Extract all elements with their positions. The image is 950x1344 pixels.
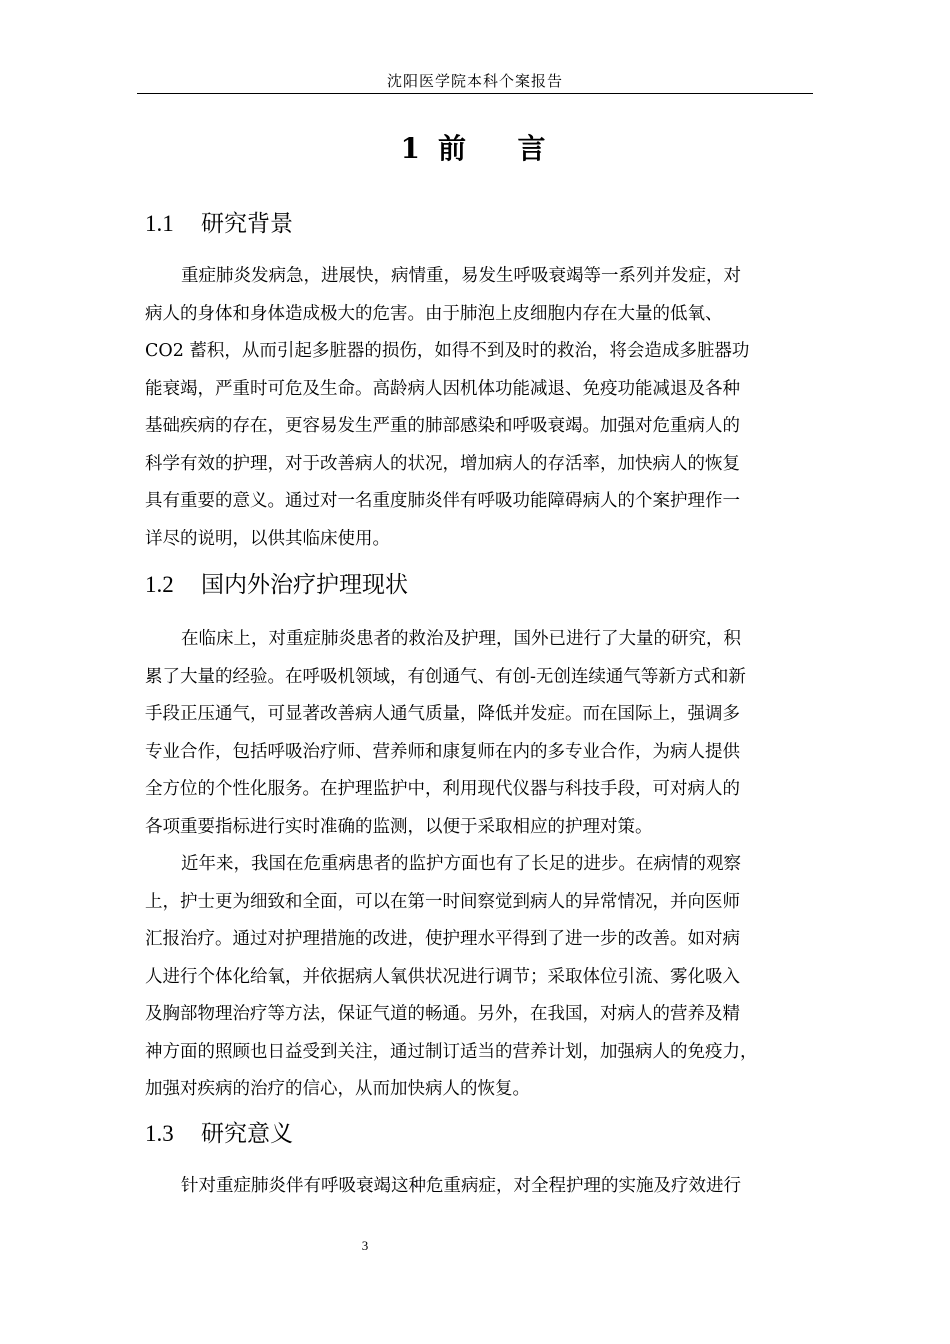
page-number: 3 — [361, 1238, 369, 1253]
paragraph-line: 人进行个体化给氧，并依据病人氧供状况进行调节；采取体位引流、雾化吸入 — [145, 966, 740, 987]
header-rule — [137, 93, 813, 94]
paragraph-line: 累了大量的经验。在呼吸机领域，有创通气、有创-无创连续通气等新方式和新 — [145, 666, 746, 687]
paragraph-line: CO2 蓄积，从而引起多脏器的损伤，如得不到及时的救治，将会造成多脏器功 — [145, 341, 750, 361]
running-header: 沈阳医学院本科个案报告 — [386, 72, 563, 90]
paragraph-line: 基础疾病的存在，更容易发生严重的肺部感染和呼吸衰竭。加强对危重病人的 — [145, 416, 740, 436]
paragraph-line: 上，护士更为细致和全面，可以在第一时间察觉到病人的异常情况，并向医师 — [145, 891, 740, 912]
paragraph-line: 具有重要的意义。通过对一名重度肺炎伴有呼吸功能障碍病人的个案护理作一 — [145, 491, 740, 511]
paragraph-line: 手段正压通气，可显著改善病人通气质量，降低并发症。而在国际上，强调多 — [145, 704, 740, 724]
section-number: 1.2 — [145, 572, 174, 597]
section-title: 研究背景 — [201, 211, 293, 237]
paragraph-line: 汇报治疗。通过对护理措施的改进，使护理水平得到了进一步的改善。如对病 — [145, 929, 740, 949]
chapter-number: 1 — [400, 132, 424, 165]
section-heading-1-1 — [145, 207, 293, 241]
paragraph-line: 科学有效的护理，对于改善病人的状况，增加病人的存活率，加快病人的恢复 — [145, 453, 740, 474]
paragraph-line: 加强对疾病的治疗的信心，从而加快病人的恢复。 — [145, 1079, 530, 1099]
paragraph-line: 重症肺炎发病急，进展快，病情重，易发生呼吸衰竭等一系列并发症，对 — [181, 266, 741, 286]
paragraph-research-background — [145, 258, 815, 558]
paragraph-line: 能衰竭，严重时可危及生命。高龄病人因机体功能减退、免疫功能减退及各种 — [145, 378, 740, 399]
section-heading-1-2 — [145, 568, 408, 602]
paragraph-line: 在临床上，对重症肺炎患者的救治及护理，国外已进行了大量的研究，积 — [181, 629, 741, 649]
paragraph-domestic-foreign-status — [145, 621, 815, 1109]
paragraph-line: 针对重症肺炎伴有呼吸衰竭这种危重病症，对全程护理的实施及疗效进行 — [181, 1176, 741, 1196]
section-number: 1.1 — [145, 211, 174, 236]
chapter-title — [137, 128, 813, 170]
paragraph-line: 及胸部物理治疗等方法，保证气道的畅通。另外，在我国，对病人的营养及精 — [145, 1004, 740, 1024]
paragraph-line: 专业合作，包括呼吸治疗师、营养师和康复师在内的多专业合作，为病人提供 — [145, 741, 740, 762]
paragraph-line: 各项重要指标进行实时准确的监测，以便于采取相应的护理对策。 — [145, 816, 653, 837]
section-title: 研究意义 — [201, 1121, 293, 1147]
section-heading-1-3 — [145, 1117, 293, 1151]
chapter-title-text: 前 言 — [437, 132, 550, 165]
paragraph-research-significance — [145, 1168, 815, 1206]
paragraph-line: 详尽的说明，以供其临床使用。 — [145, 528, 390, 549]
paragraph-line: 全方位的个性化服务。在护理监护中，利用现代仪器与科技手段，可对病人的 — [145, 779, 740, 799]
paragraph-line: 病人的身体和身体造成极大的危害。由于肺泡上皮细胞内存在大量的低氧、 — [145, 303, 723, 324]
paragraph-line: 近年来，我国在危重病患者的监护方面也有了长足的进步。在病情的观察 — [181, 854, 741, 874]
section-title: 国内外治疗护理现状 — [201, 572, 408, 598]
paragraph-line: 神方面的照顾也日益受到关注，通过制订适当的营养计划，加强病人的免疫力， — [145, 1041, 758, 1062]
section-number: 1.3 — [145, 1121, 174, 1146]
